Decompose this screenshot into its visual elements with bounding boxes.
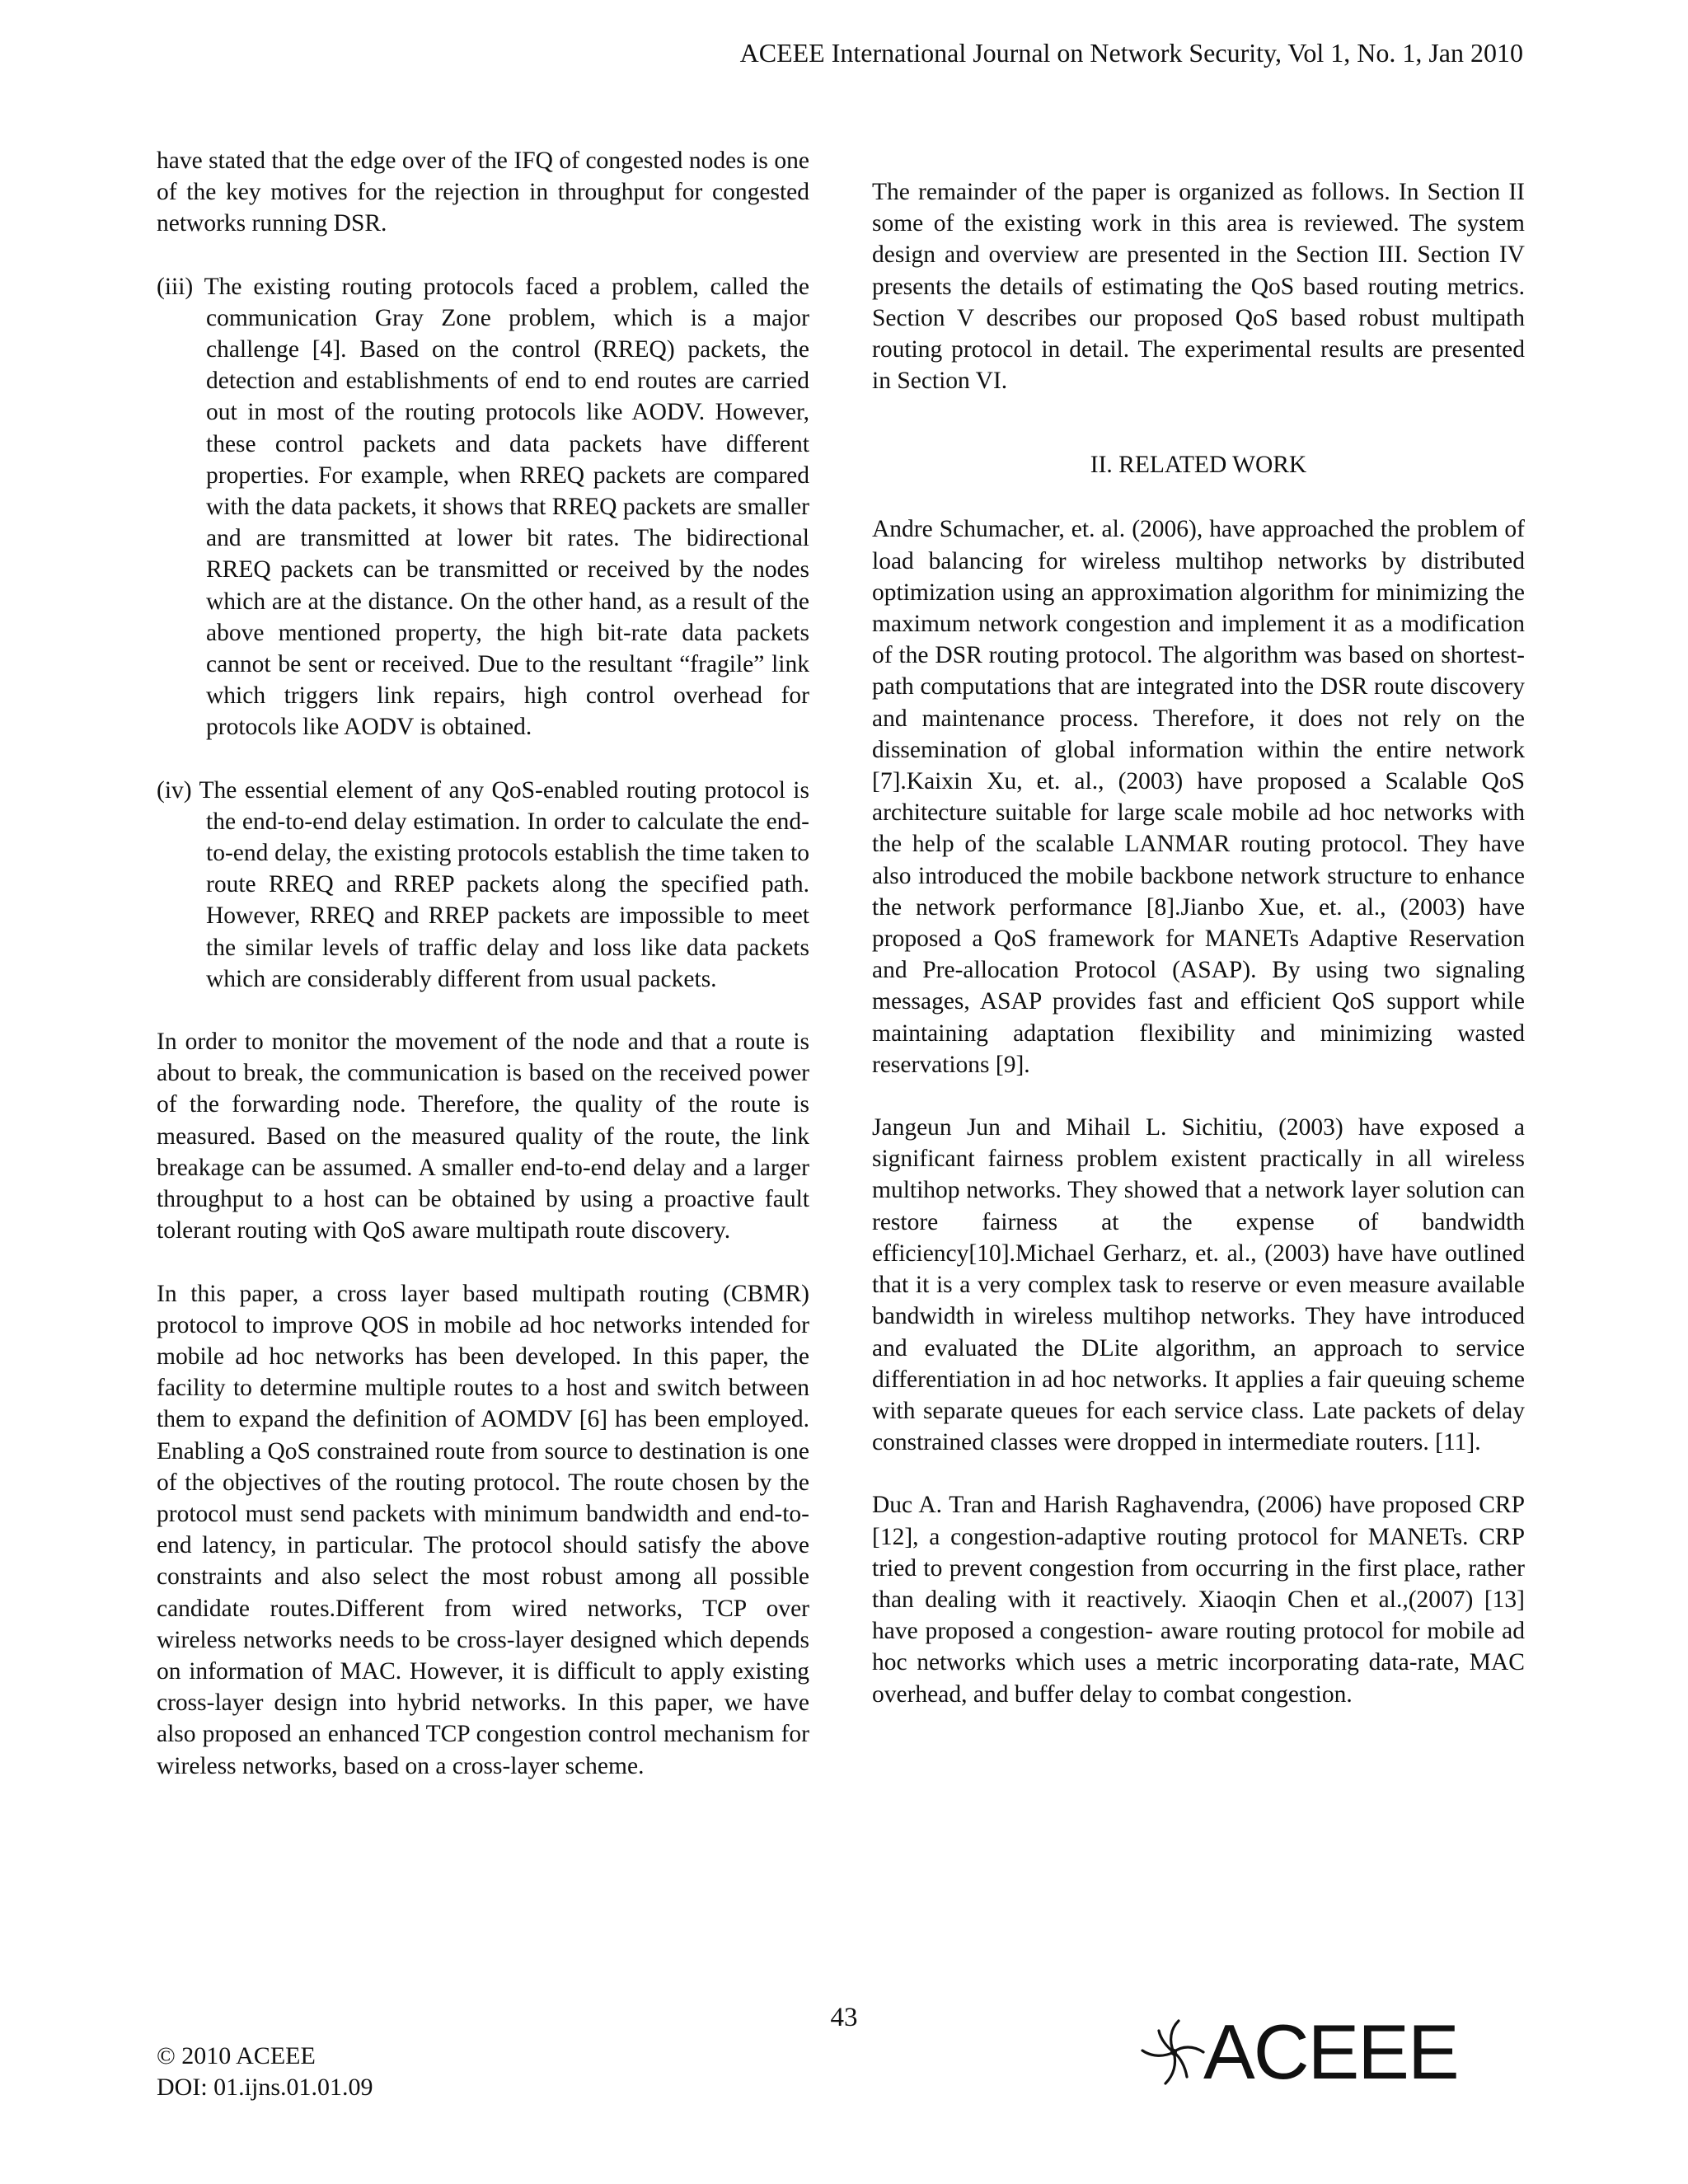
logo-text: ACEEE bbox=[1203, 2008, 1458, 2095]
aceee-logo bbox=[1137, 2008, 1458, 2095]
paragraph: Andre Schumacher, et. al. (2006), have approached the problem of load balancing for wireless multihop networks by distributed optimization using an approximation algorithm for minimizing the maximum network congestion and implement it as a modification of the DSR routing protocol. The algorithm was based on shortest-path computations that are integrated into the DSR route discovery and maintenance process. Therefore, it does not rely on the dissemination of global information within the entire network [7].Kaixin Xu, et. al., (2003) have proposed a Scalable QoS architecture suitable for large scale mobile ad hoc networks with the help of the scalable LANMAR routing protocol. They have also introduced the mobile backbone network structure to enhance the network performance [8].Jianbo Xue, et. al., (2003) have proposed a QoS framework for MANETs Adaptive Reservation and Pre-allocation Protocol (ASAP). By using two signaling messages, ASAP provides fast and efficient QoS support while maintaining adaptation flexibility and minimizing wasted reservations [9]. bbox=[872, 516, 1525, 1078]
paragraph: In order to monitor the movement of the node and that a route is about to break, the communication is based on the received power of the forwarding node. Therefore, the quality of the route is measured. Based on the measured quality of the route, the link breakage can be assumed. A smaller end-to-end delay and a larger throughput to a host can be obtained by using a proactive fault tolerant routing with QoS aware multipath route discovery. bbox=[157, 1029, 809, 1244]
section-heading: II. RELATED WORK bbox=[1090, 452, 1307, 479]
footer-info bbox=[157, 2041, 373, 2103]
paragraph: In this paper, a cross layer based multipath routing (CBMR) protocol to improve QOS in mobile ad hoc networks intended for mobile ad hoc networks has been developed. In this paper, the facility to determine multiple routes to a host and switch between them to expand the definition of AOMDV [6] has been employed. Enabling a QoS constrained route from source to destination is one of the objectives of the routing protocol. The route chosen by the protocol must send packets with minimum bandwidth and end-to-end latency, in particular. The protocol should satisfy the above constraints and also select the most robust among all possible candidate routes.Different from wired networks, TCP over wireless networks needs to be cross-layer designed which depends on information of MAC. However, it is difficult to apply existing cross-layer design into hybrid networks. In this paper, we have also proposed an enhanced TCP congestion control mechanism for wireless networks, based on a cross-layer scheme. bbox=[157, 1280, 809, 1779]
doi: DOI: 01.ijns.01.01.09 bbox=[157, 2074, 373, 2101]
paragraph: Jangeun Jun and Mihail L. Sichitiu, (2003) have exposed a significant fairness problem existent practically in all wireless multihop networks. They showed that a network layer solution can restore fairness at the expense of bandwidth efficiency[10].Michael Gerharz, et. al., (2003) have have outlined that it is a very complex task to reserve or even measure available bandwidth in wireless multihop networks. They have introduced and evaluated the DLite algorithm, an approach to service differentiation in ad hoc networks. It applies a fair queuing scheme with separate queues for each service class. Late packets of delay constrained classes were dropped in intermediate routers. [11]. bbox=[872, 1114, 1525, 1456]
paragraph: have stated that the edge over of the IFQ of congested nodes is one of the key motives for the rejection in throughput for congested networks running DSR. bbox=[157, 148, 809, 237]
left-column bbox=[157, 145, 809, 1813]
page-number: 43 bbox=[830, 2003, 858, 2032]
list-item-iv: (iv) The essential element of any QoS-enabled routing protocol is the end-to-end delay estimation. In order to calculate the end-to-end delay, the existing protocols establish the time taken to route RREQ and RREP packets along the specified path. However, RREQ and RREP packets are impossible to meet the similar levels of traffic delay and loss like data packets which are considerably different from usual packets. bbox=[157, 776, 809, 992]
paragraph: The remainder of the paper is organized as follows. In Section II some of the existing work in this area is reviewed. The system design and overview are presented in the Section III. Section IV presents the details of estimating the QoS based routing metrics. Section V describes our proposed QoS based robust multipath routing protocol in detail. The experimental results are presented in Section VI. bbox=[872, 179, 1525, 395]
right-column bbox=[872, 176, 1525, 1741]
aceee-logo-icon bbox=[1137, 2016, 1210, 2088]
copyright-notice: © 2010 ACEEE bbox=[157, 2042, 316, 2069]
list-item-iii: (iii) The existing routing protocols faced a problem, called the communication Gray Zone problem, which is a major challenge [4]. Based on the control (RREQ) packets, the detection and establishments of end to end routes are carried out in most of the routing protocols like AODV. However, these control packets and data packets have different properties. For example, when RREQ packets are compared with the data packets, it shows that RREQ packets are smaller and are transmitted at lower bit rates. The bidirectional RREQ packets can be transmitted or received by the nodes which are at the distance. On the other hand, as a result of the above mentioned property, the high bit-rate data packets cannot be sent or received. Due to the resultant “fragile” link which triggers link repairs, high control overhead for protocols like AODV is obtained. bbox=[157, 273, 809, 741]
running-header: ACEEE International Journal on Network Security, Vol 1, No. 1, Jan 2010 bbox=[739, 38, 1523, 68]
paragraph: Duc A. Tran and Harish Raghavendra, (2006) have proposed CRP [12], a congestion-adaptive routing protocol for MANETs. CRP tried to prevent congestion from occurring in the first place, rather than dealing with it reactively. Xiaoqin Chen et al.,(2007) [13] have proposed a congestion- aware routing protocol for mobile ad hoc networks which uses a metric incorporating data-rate, MAC overhead, and buffer delay to combat congestion. bbox=[872, 1492, 1525, 1708]
